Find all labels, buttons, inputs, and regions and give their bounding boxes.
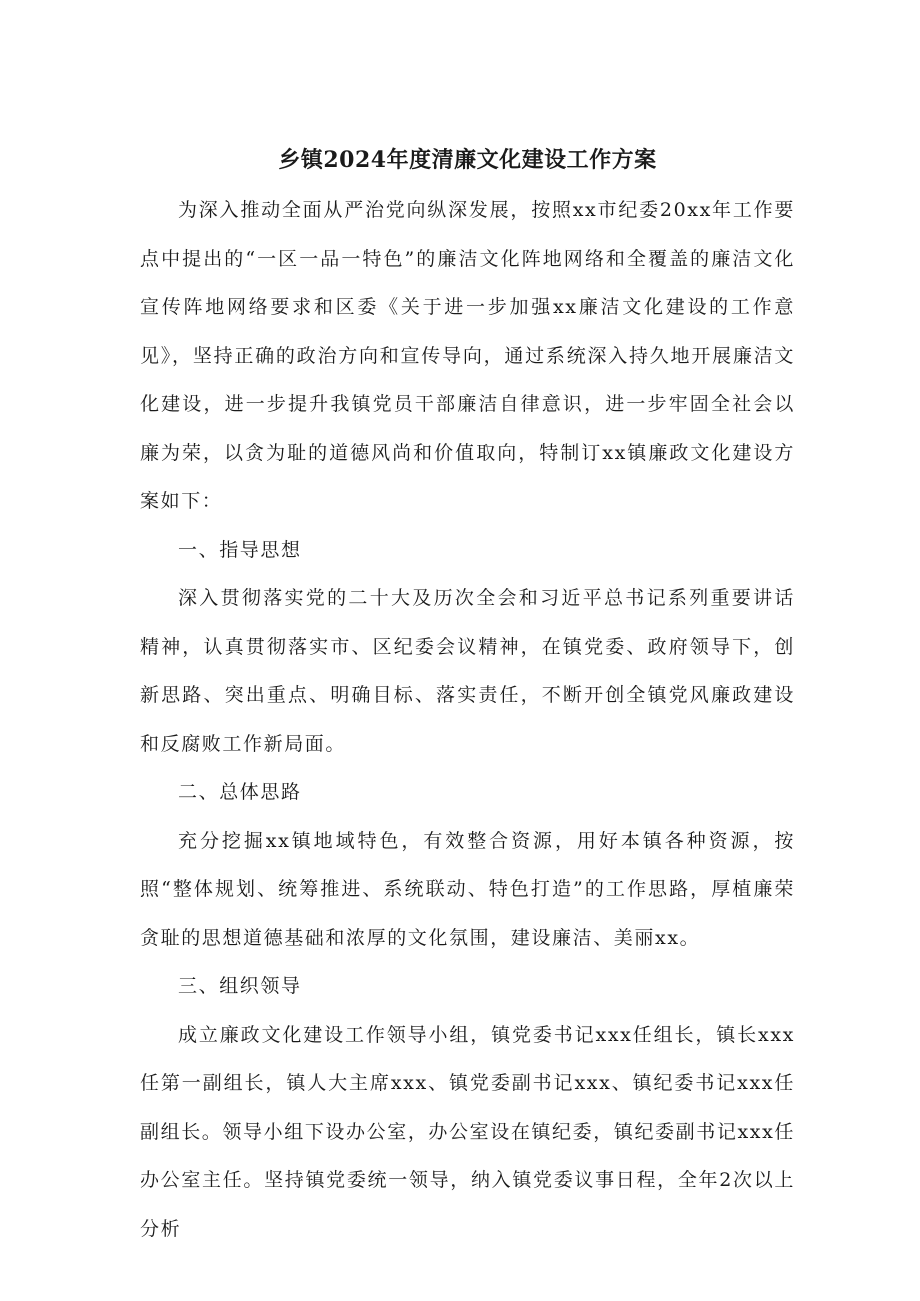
section-body-guiding-ideology: 深入贯彻落实党的二十大及历次全会和习近平总书记系列重要讲话精神，认真贯彻落实市、区纪委会议精神，在镇党委、政府领导下，创新思路、突出重点、明确目标、落实责任，不断开创全镇党风廉政建设和反腐败工作新局面。: [140, 587, 795, 755]
section-heading-guiding-ideology: 一、指导思想: [178, 538, 302, 561]
document-page: [140, 140, 795, 1253]
document-title: 乡镇2024年度清廉文化建设工作方案: [278, 147, 657, 173]
section-heading-overall-approach: 二、总体思路: [178, 781, 302, 803]
intro-paragraph: 为深入推动全面从严治党向纵深发展，按照xx市纪委20xx年工作要点中提出的“一区一品一特色”的廉洁文化阵地网络和全覆盖的廉洁文化宣传阵地网络要求和区委《关于进一步加强xx廉洁文化建设的工作意见》，坚持正确的政治方向和宣传导向，通过系统深入持久地开展廉洁文化建设，进一步提升我镇党员干部廉洁自律意识，进一步牢固全社会以廉为荣，以贪为耻的道德风尚和价值取向，特制订xx镇廉政文化建设方案如下：: [140, 199, 795, 512]
section-body-organization-leadership: 成立廉政文化建设工作领导小组，镇党委书记xxx任组长，镇长xxx任第一副组长，镇人大主席xxx、镇党委副书记xxx、镇纪委书记xxx任副组长。领导小组下设办公室，办公室设在镇纪委，镇纪委副书记xxx任办公室主任。坚持镇党委统一领导，纳入镇党委议事日程，全年2次以上分析: [140, 1023, 795, 1240]
section-body-overall-approach: 充分挖掘xx镇地域特色，有效整合资源，用好本镇各种资源，按照“整体规划、统筹推进、系统联动、特色打造”的工作思路，厚植廉荣贪耻的思想道德基础和浓厚的文化氛围，建设廉洁、美丽xx。: [140, 829, 795, 949]
section-heading-organization-leadership: 三、组织领导: [178, 975, 302, 997]
